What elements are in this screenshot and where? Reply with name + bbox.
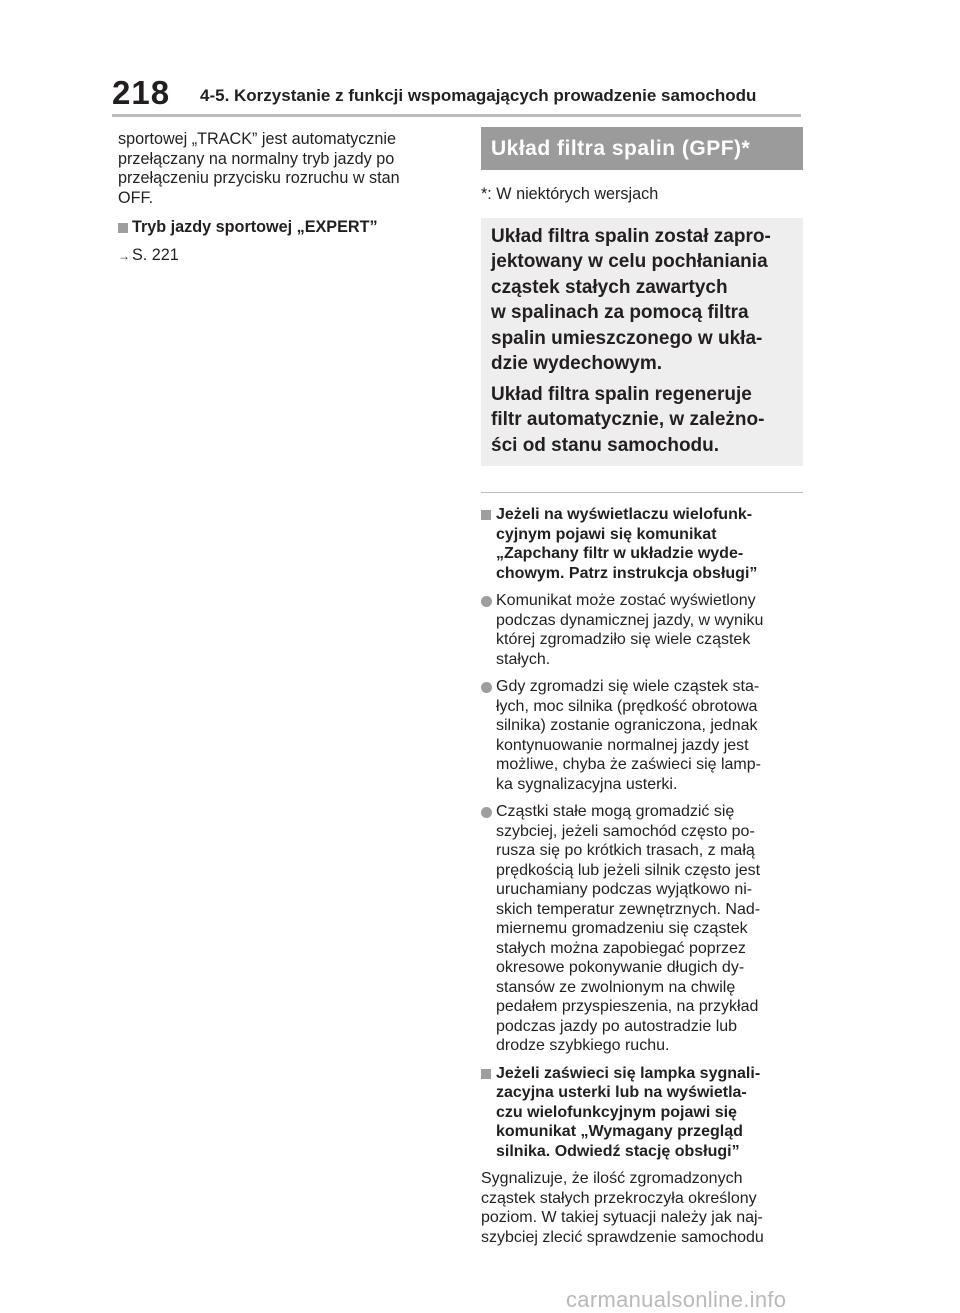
right-column [481,127,803,1247]
page-reference-text: S. 221 [132,245,179,264]
bullet-item-text: Gdy zgromadzi się wiele cząstek sta- łych, moc silnika (prędkość obrotowa silnika) zostanie ograniczona, jednak kontynuowanie normalnej jazdy jest możliwe, chyba że zaświeci się lamp- ka sygnalizacyjna usterki. [496,678,761,793]
gpf-details [481,505,803,1247]
bullet-item [481,677,803,794]
arrow-right-icon: → [118,248,130,263]
square-bullet-icon [118,223,128,233]
page-reference [118,246,458,267]
summary-paragraph-2: Układ filtra spalin regeneruje filtr automatycznie, w zależno- ści od stanu samochodu. [491,383,765,456]
summary-paragraph-1: Układ filtra spalin został zapro- jektowany w celu pochłaniania cząstek stałych zawartych w spalinach za pomocą filtra spalin umieszczonego w ukła- dzie wydechowym. [491,225,771,374]
bullet-item [481,591,803,669]
subheading-warning-lamp [481,1064,803,1162]
round-bullet-icon [481,807,492,818]
square-bullet-icon [481,1069,491,1079]
bullet-item [481,802,803,1056]
page-number: 218 [112,74,171,111]
round-bullet-icon [481,682,492,693]
header-rule [112,114,801,117]
intro-paragraph: sportowej „TRACK” jest automatycznie przełączany na normalny tryb jazdy po przełączeniu przycisku rozruchu w stan OFF. [118,130,400,207]
chapter-title: 4-5. Korzystanie z funkcji wspomagających prowadzenie samochodu [200,86,757,105]
square-bullet-icon [481,510,491,520]
section-divider [481,492,803,493]
subheading-warning-lamp-text: Jeżeli zaświeci się lampka sygnali- zacyjna usterki lub na wyświetla- czu wielofunkcyjnym pojawi się komunikat „Wymagany przegląd silnika. Odwiedź stację obsługi” [496,1064,761,1160]
subheading-clogged-filter-text: Jeżeli na wyświetlaczu wielofunk- cyjnym pojawi się komunikat „Zapchany filtr w układzie wyde- chowym. Patrz instrukcja obsługi” [496,506,758,582]
section-title: Układ filtra spalin (GPF)* [481,127,803,170]
left-column [118,130,458,266]
bullet-item-text: Cząstki stałe mogą gromadzić się szybciej, jeżeli samochód często po- rusza się po krótkich trasach, z małą prędkością lub jeżeli silnik często jest uruchamiany podczas wyjątkowo ni- skich temperatur zewnętrznych. Nad- miernemu gromadzeniu się cząstek stałych można zapobiegać poprzez okresowe pokonywanie długich dy- stansów ze zwolnionym na chwilę pedałem przyspieszenia, na przykład podczas jazdy po autostradzie lub drodze szybkiego ruchu. [496,803,761,1054]
final-paragraph: Sygnalizuje, że ilość zgromadzonych cząstek stałych przekroczyła określony poziom. W takiej sytuacji należy jak naj- szybciej zlecić sprawdzenie samochodu [481,1170,764,1246]
footnote: *: W niektórych wersjach [481,185,659,203]
subheading-expert-text: Tryb jazdy sportowej „EXPERT” [132,218,378,236]
summary-box [481,218,803,467]
subheading-clogged-filter [481,505,803,583]
round-bullet-icon [481,596,492,607]
bullet-item-text: Komunikat może zostać wyświetlony podczas dynamicznej jazdy, w wyniku której zgromadziło się wiele cząstek stałych. [496,592,764,668]
watermark: carmanualsonline.info [566,1287,787,1312]
subheading-expert [118,218,458,238]
